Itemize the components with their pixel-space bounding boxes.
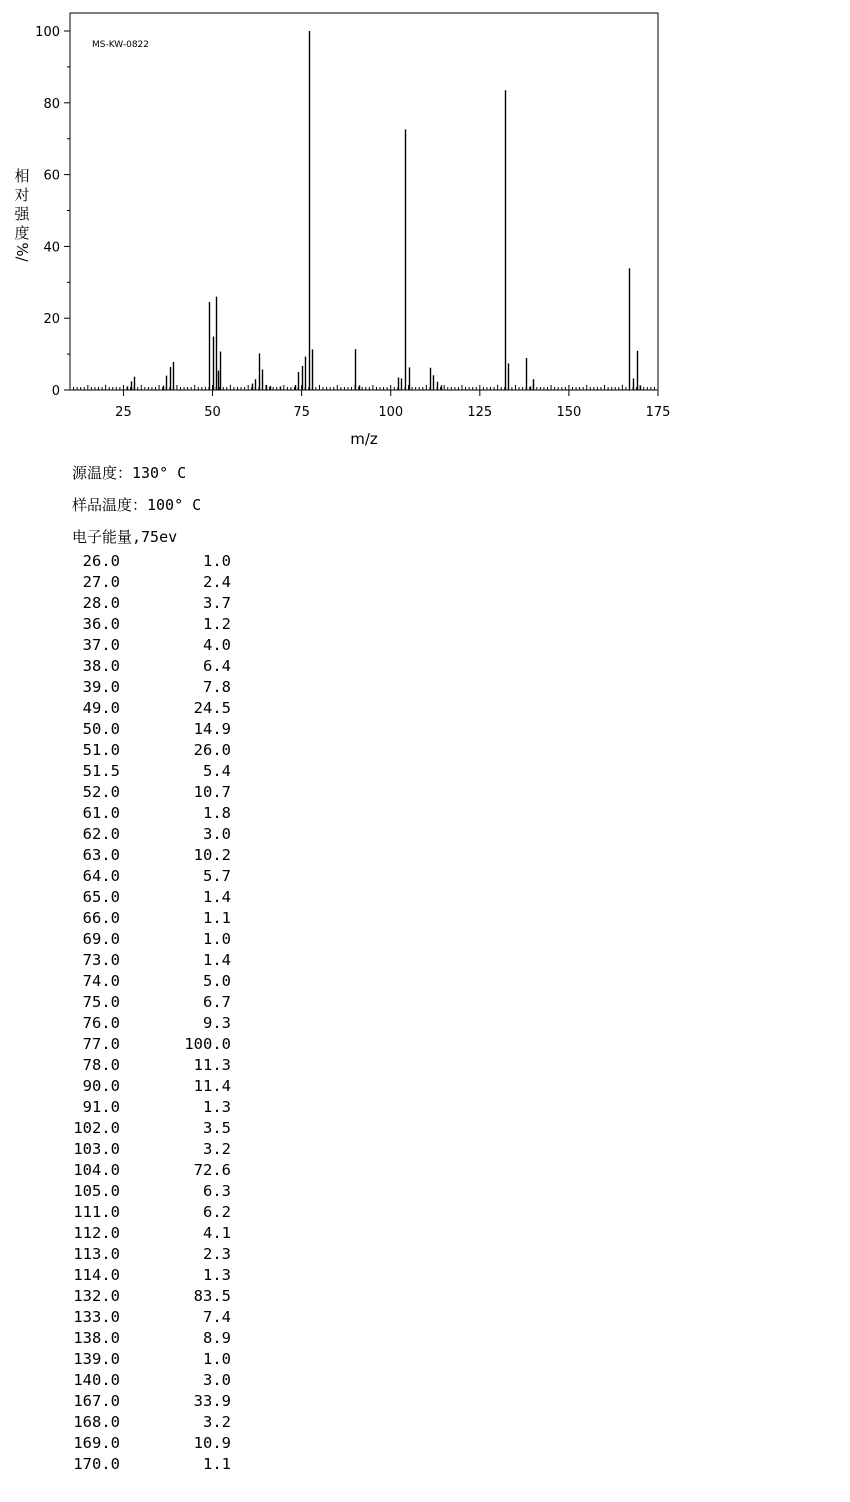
mz-value: 38.0 [82, 657, 120, 675]
y-axis-label-char: 对 [14, 186, 30, 204]
plot-frame [70, 13, 658, 390]
intensity-value: 8.9 [203, 1329, 231, 1347]
intensity-value: 24.5 [193, 699, 231, 717]
intensity-value: 6.3 [203, 1182, 231, 1200]
mz-value: 133.0 [73, 1308, 120, 1326]
intensity-value: 5.0 [203, 972, 231, 990]
mz-value: 61.0 [82, 804, 120, 822]
y-tick-label-40: 40 [43, 240, 60, 256]
y-axis-label-char: 强 [14, 205, 30, 223]
mz-value: 113.0 [73, 1245, 120, 1263]
intensity-value: 1.3 [203, 1098, 231, 1116]
intensity-value: 3.0 [203, 825, 231, 843]
y-axis-label-char: 相 [14, 167, 30, 185]
mz-value: 104.0 [73, 1161, 120, 1179]
mz-value: 27.0 [82, 573, 120, 591]
intensity-value: 1.2 [203, 615, 231, 633]
x-tick-label-25: 25 [115, 405, 132, 420]
mz-value: 75.0 [82, 993, 120, 1011]
mz-value: 103.0 [73, 1140, 120, 1158]
mz-value: 77.0 [82, 1035, 120, 1053]
intensity-value: 6.4 [203, 657, 231, 675]
intensity-value: 11.3 [193, 1056, 231, 1074]
intensity-value: 1.3 [203, 1266, 231, 1284]
intensity-value: 3.5 [203, 1119, 231, 1137]
x-tick-label-125: 125 [467, 405, 493, 420]
intensity-value: 1.4 [203, 951, 231, 969]
mz-value: 170.0 [73, 1455, 120, 1473]
y-axis-label-char: 度 [14, 224, 30, 242]
mz-value: 39.0 [82, 678, 120, 696]
x-tick-label-100: 100 [378, 405, 404, 420]
y-tick-label-60: 60 [43, 168, 60, 184]
intensity-value: 1.1 [203, 1455, 231, 1473]
mz-value: 65.0 [82, 888, 120, 906]
intensity-value: 6.7 [203, 993, 231, 1011]
mz-value: 111.0 [73, 1203, 120, 1221]
spectrum-id-label: MS-KW-0822 [92, 40, 149, 50]
electron-energy: 电子能量,75ev [72, 528, 178, 546]
intensity-value: 100.0 [184, 1035, 231, 1053]
mz-value: 37.0 [82, 636, 120, 654]
intensity-value: 7.4 [203, 1308, 231, 1326]
mz-value: 132.0 [73, 1287, 120, 1305]
mz-value: 167.0 [73, 1392, 120, 1410]
intensity-value: 4.0 [203, 636, 231, 654]
intensity-value: 5.7 [203, 867, 231, 885]
intensity-value: 26.0 [193, 741, 231, 759]
intensity-value: 14.9 [193, 720, 231, 738]
intensity-value: 1.0 [203, 552, 231, 570]
sample-temperature: 样品温度：100° C [72, 496, 202, 514]
mz-value: 73.0 [82, 951, 120, 969]
mz-value: 138.0 [73, 1329, 120, 1347]
spectrum-peaks [128, 31, 641, 390]
mz-value: 51.0 [82, 741, 120, 759]
intensity-value: 1.1 [203, 909, 231, 927]
mz-value: 62.0 [82, 825, 120, 843]
intensity-value: 33.9 [193, 1392, 231, 1410]
intensity-value: 10.7 [193, 783, 231, 801]
mz-value: 76.0 [82, 1014, 120, 1032]
mz-value: 66.0 [82, 909, 120, 927]
intensity-value: 2.4 [203, 573, 231, 591]
intensity-value: 6.2 [203, 1203, 231, 1221]
mz-value: 114.0 [73, 1266, 120, 1284]
intensity-value: 10.9 [193, 1434, 231, 1452]
mz-value: 49.0 [82, 699, 120, 717]
mz-value: 139.0 [73, 1350, 120, 1368]
mz-value: 26.0 [82, 552, 120, 570]
mz-value: 63.0 [82, 846, 120, 864]
intensity-value: 3.7 [203, 594, 231, 612]
intensity-value: 1.0 [203, 1350, 231, 1368]
y-axis-label [13, 167, 31, 263]
mz-value: 74.0 [82, 972, 120, 990]
intensity-value: 5.4 [203, 762, 231, 780]
x-tick-label-50: 50 [204, 405, 221, 420]
y-tick-label-100: 100 [35, 25, 60, 40]
mz-value: 28.0 [82, 594, 120, 612]
y-tick-label-80: 80 [43, 96, 60, 112]
mz-value: 52.0 [82, 783, 120, 801]
intensity-value: 10.2 [193, 846, 231, 864]
x-minor-ticks [70, 385, 658, 390]
x-tick-label-150: 150 [556, 405, 582, 420]
mz-value: 112.0 [73, 1224, 120, 1242]
mz-value: 168.0 [73, 1413, 120, 1431]
mass-spectrum-chart [0, 0, 850, 450]
intensity-value: 2.3 [203, 1245, 231, 1263]
intensity-value: 1.8 [203, 804, 231, 822]
intensity-value: 72.6 [193, 1161, 231, 1179]
y-axis-ticks [35, 25, 70, 399]
mz-value: 51.5 [82, 762, 120, 780]
intensity-value: 7.8 [203, 678, 231, 696]
mz-value: 91.0 [82, 1098, 120, 1116]
y-tick-label-20: 20 [43, 312, 60, 328]
intensity-value: 4.1 [203, 1224, 231, 1242]
x-tick-label-75: 75 [293, 405, 310, 420]
intensity-value: 1.4 [203, 888, 231, 906]
y-axis-label-char: %/ [13, 242, 31, 262]
mz-value: 140.0 [73, 1371, 120, 1389]
intensity-value: 3.2 [203, 1413, 231, 1431]
intensity-value: 3.0 [203, 1371, 231, 1389]
mz-value: 102.0 [73, 1119, 120, 1137]
mz-value: 50.0 [82, 720, 120, 738]
intensity-value: 1.0 [203, 930, 231, 948]
mz-value: 69.0 [82, 930, 120, 948]
source-temperature: 源温度：130° C [72, 464, 187, 482]
x-axis-label: m/z [350, 430, 378, 448]
intensity-value: 11.4 [193, 1077, 231, 1095]
x-tick-label-175: 175 [645, 405, 671, 420]
mz-value: 90.0 [82, 1077, 120, 1095]
y-tick-label-0: 0 [51, 384, 60, 399]
mz-value: 105.0 [73, 1182, 120, 1200]
intensity-value: 83.5 [193, 1287, 231, 1305]
intensity-value: 3.2 [203, 1140, 231, 1158]
mz-value: 36.0 [82, 615, 120, 633]
x-axis-ticks [115, 390, 670, 420]
intensity-value: 9.3 [203, 1014, 231, 1032]
mz-value: 78.0 [82, 1056, 120, 1074]
mz-value: 169.0 [73, 1434, 120, 1452]
mz-value: 64.0 [82, 867, 120, 885]
